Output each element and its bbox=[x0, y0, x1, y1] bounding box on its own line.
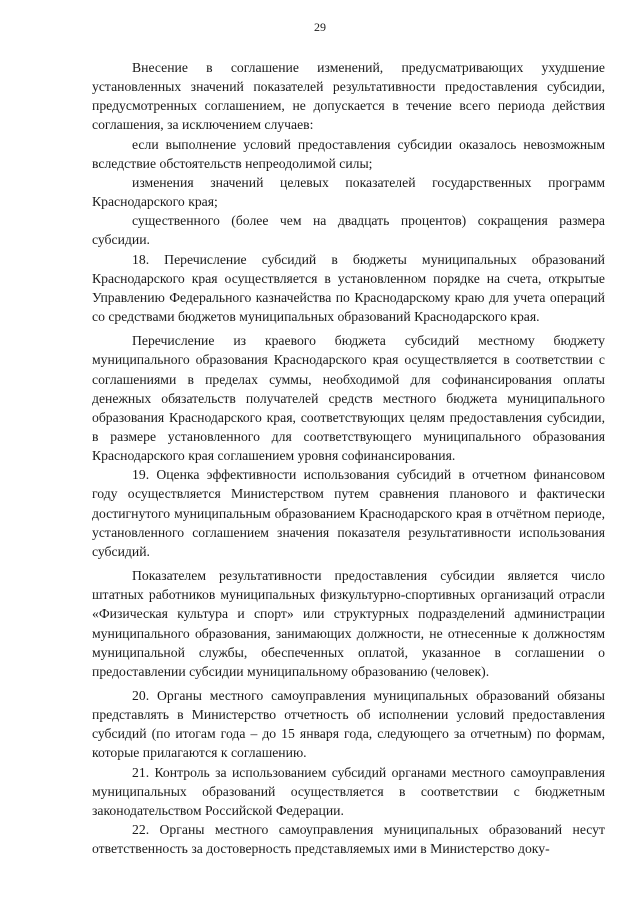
paragraph-program-indicators: изменения значений целевых показателей государственных программ Краснодарского края; bbox=[92, 174, 605, 210]
paragraph-item-18: 18. Перечисление субсидий в бюджеты муниципальных образований Краснодарского края осуществляется в установленном порядке на счета, открытые Управлению Федерального казначейства по Краснодарскому краю для учета операций со средствами бюджетов муниципальных образований Краснодарского края. bbox=[92, 251, 605, 325]
paragraph-item-22: 22. Органы местного самоуправления муниципальных образований несут ответственность за достоверность представляемых ими в Министерство доку- bbox=[92, 822, 605, 857]
paragraph-performance-indicator: Показателем результативности предоставления субсидии является число штатных работников муниципальных физкультурно-спортивных организаций отрасли «Физическая культура и спорт» или структурных подразделений администрации муниципального образования, занимающих должности, не отнесенные к должностям муниципальной службы, обеспеченных оплатой, указанное в соглашении о предоставлении субсидии муниципальному образованию (человек). bbox=[92, 568, 605, 679]
paragraph-item-19: 19. Оценка эффективности использования субсидий в отчетном финансовом году осуществляется Министерством путем сравнения планового и фактически достигнутого муниципальным образованием Краснодарского края в отчётном периоде, установленного соглашением значения показателя результативности использования субсидий. bbox=[92, 467, 605, 559]
document-body bbox=[92, 58, 605, 858]
paragraph-item-21: 21. Контроль за использованием субсидий органами местного самоуправления муниципальных образований осуществляется в соответствии с бюджетным законодательством Российской Федерации. bbox=[92, 764, 605, 818]
paragraph-amendment-restriction: Внесение в соглашение изменений, предусматривающих ухудшение установленных значений показателей результативности предоставления субсидии, предусмотренных соглашением, не допускается в течение всего периода действия соглашения, за исключением случаев: bbox=[92, 60, 605, 133]
paragraph-force-majeure: если выполнение условий предоставления субсидии оказалось невозможным вследствие обстоятельств непреодолимой силы; bbox=[92, 136, 605, 171]
paragraph-item-20: 20. Органы местного самоуправления муниципальных образований обязаны представлять в Министерство отчетность об исполнении условий предоставления субсидий (по итогам года – до 15 января года, следующего за отчетным) по формам, которые прилагаются к соглашению. bbox=[92, 688, 605, 761]
paragraph-subsidy-reduction: существенного (более чем на двадцать процентов) сокращения размера субсидии. bbox=[92, 213, 605, 248]
paragraph-transfer: Перечисление из краевого бюджета субсидий местному бюджету муниципального образования Краснодарского края осуществляется в соответствии с соглашениями в пределах суммы, необходимой для софинансирования оплаты денежных обязательств получателей средств местного бюджета муниципального образования Краснодарского края, соответствующих целям предоставления субсидии, в размере установленного для соответствующего муниципального образования Краснодарского края соглашением уровня софинансирования. bbox=[92, 333, 605, 464]
page-number: 29 bbox=[314, 20, 326, 34]
